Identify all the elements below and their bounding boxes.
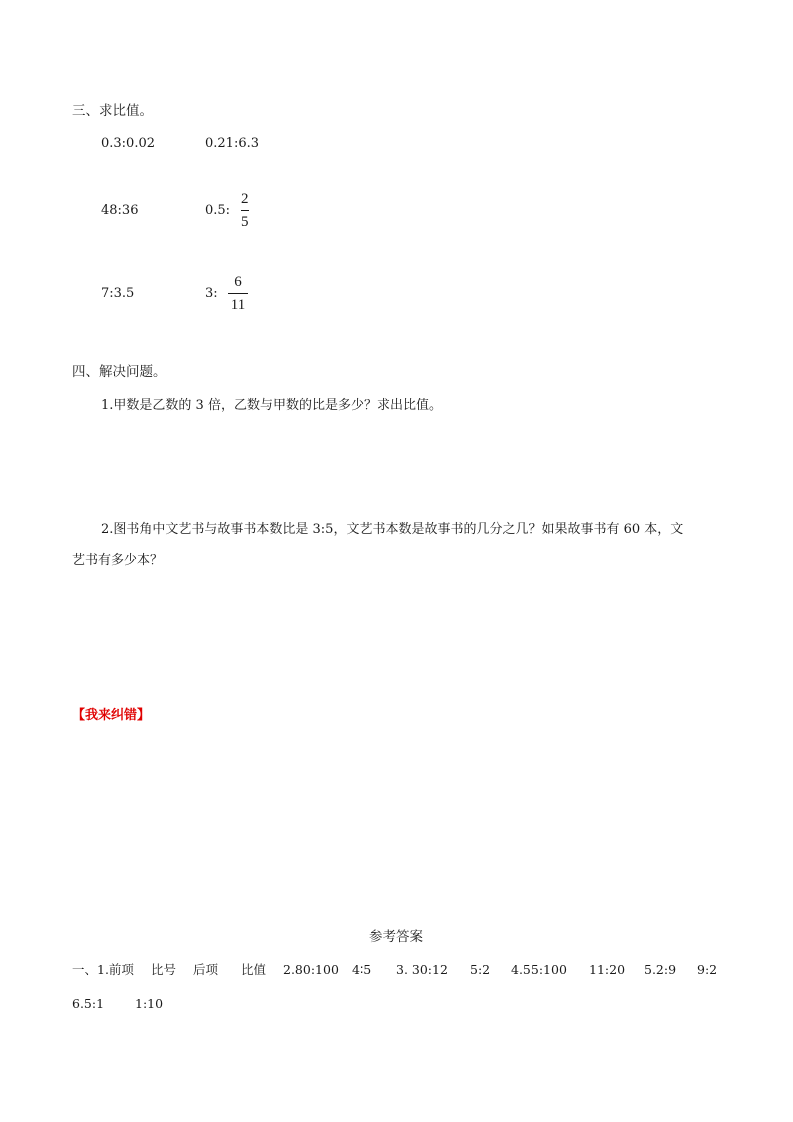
answer-2-ratio: 2.80:100 xyxy=(283,962,339,977)
fraction-numerator: 6 xyxy=(234,274,242,290)
fraction-bar xyxy=(241,210,249,211)
ratio-problem-4-prefix: 0.5: xyxy=(205,203,231,218)
section-3-heading: 三、求比值。 xyxy=(72,103,153,119)
answer-1-bihao: 比号 xyxy=(151,962,177,977)
word-problem-1: 1.甲数是乙数的 3 倍，乙数与甲数的比是多少？求出比值。 xyxy=(101,398,442,413)
answer-1-label: 一、1.前项 xyxy=(72,962,134,977)
answer-6-reverse: 1:10 xyxy=(135,996,164,1011)
answer-3-simplified: 5:2 xyxy=(470,962,491,977)
fraction-numerator: 2 xyxy=(241,191,249,207)
answer-5-reverse: 9:2 xyxy=(697,962,718,977)
answer-1-houxiang: 后项 xyxy=(193,962,219,977)
ratio-problem-6-prefix: 3: xyxy=(205,286,218,301)
word-problem-2-line-1: 2.图书角中文艺书与故事书本数比是 3:5，文艺书本数是故事书的几分之几？如果故事书有 60 本，文 xyxy=(101,522,684,537)
answers-title: 参考答案 xyxy=(369,929,423,945)
ratio-problem-2: 0.21:6.3 xyxy=(205,136,259,151)
fraction-denominator: 11 xyxy=(230,297,246,313)
answer-3-ratio: 3. 30:12 xyxy=(396,962,448,977)
answer-4-simplified: 11:20 xyxy=(589,962,626,977)
fraction-bar xyxy=(228,293,248,294)
ratio-problem-3: 48:36 xyxy=(101,203,139,218)
answer-6-ratio: 6.5:1 xyxy=(72,996,105,1011)
section-4-heading: 四、解决问题。 xyxy=(72,364,167,380)
fraction-six-elevenths xyxy=(228,274,248,313)
answer-5-ratio: 5.2:9 xyxy=(644,962,677,977)
fraction-two-fifths xyxy=(241,191,249,230)
word-problem-2-line-2: 艺书有多少本？ xyxy=(72,553,164,568)
fraction-denominator: 5 xyxy=(241,214,249,230)
answer-2-simplified: 4∶5 xyxy=(352,962,372,977)
correction-label: 【我来纠错】 xyxy=(72,708,151,723)
answer-1-bizhi: 比值 xyxy=(241,962,267,977)
answer-4-ratio: 4.55:100 xyxy=(511,962,567,977)
ratio-problem-5: 7:3.5 xyxy=(101,286,135,301)
ratio-problem-1: 0.3:0.02 xyxy=(101,136,155,151)
